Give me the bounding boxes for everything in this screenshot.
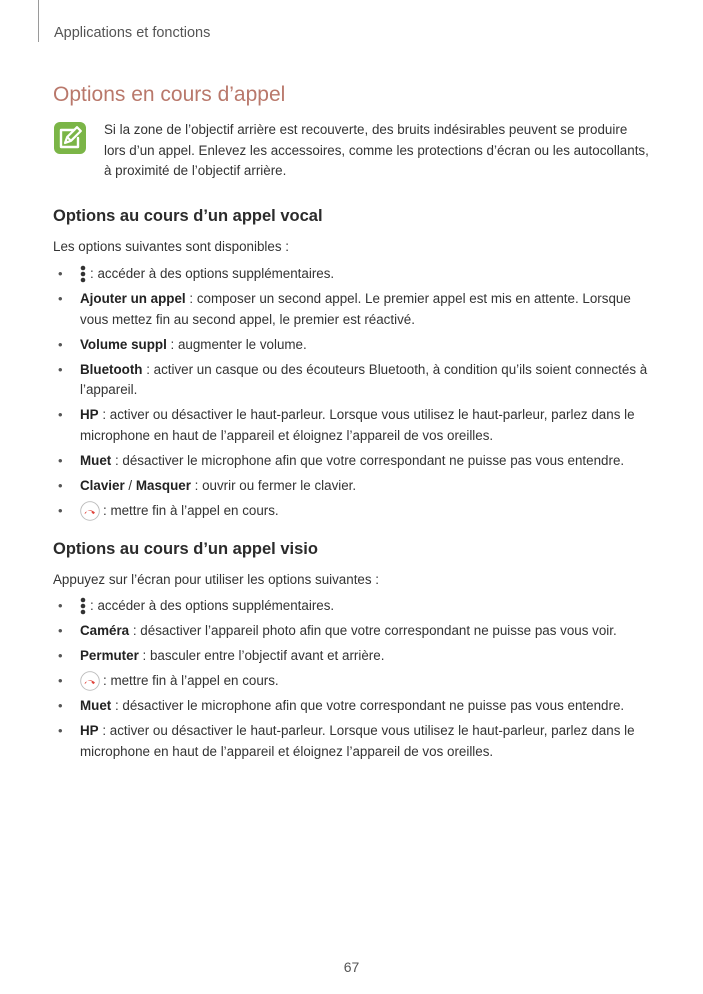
page-title: Options en cours d’appel (53, 83, 286, 106)
note-text: Si la zone de l’objectif arrière est recouverte, des bruits indésirables peuvent se produire lors d’un appel. Enlevez les accessoires, comme les protections d’écran ou les autocollants, à proximité de l’objectif arrière. (104, 122, 649, 178)
video-options-list (53, 596, 653, 767)
list-item (53, 696, 653, 717)
item-text: : ouvrir ou fermer le clavier. (190, 477, 357, 493)
item-text: : désactiver l’appareil photo afin que votre correspondant ne puisse pas vous voir. (129, 623, 617, 638)
bullet: • (58, 452, 63, 468)
item-label: Muet (80, 452, 112, 468)
list-item (53, 621, 653, 642)
bullet: • (58, 266, 63, 281)
list-item (53, 335, 653, 356)
list-item (53, 360, 653, 401)
list-item (53, 476, 653, 497)
bullet: • (58, 723, 63, 738)
voice-options-list (53, 264, 653, 526)
list-item (53, 289, 653, 330)
list-item (53, 405, 653, 446)
item-text: : accéder à des options supplémentaires. (90, 266, 335, 281)
item-label: Permuter (80, 648, 139, 663)
bullet: • (58, 598, 63, 613)
bullet: • (58, 336, 63, 352)
bullet: • (58, 361, 63, 377)
item-label: Muet (80, 698, 112, 713)
bullet: • (58, 407, 63, 422)
item-label: HP (80, 723, 99, 738)
bullet: • (58, 673, 63, 688)
more-options-icon (80, 597, 86, 615)
bullet: • (58, 477, 63, 493)
end-call-icon (80, 671, 100, 691)
item-label: Bluetooth (80, 361, 143, 377)
note-pencil-icon (53, 121, 87, 155)
list-item (53, 501, 653, 522)
list-item (53, 646, 653, 667)
more-options-icon (80, 265, 86, 283)
section-title-video: Options au cours d’un appel visio (53, 540, 318, 558)
list-item (53, 264, 653, 285)
item-text: : accéder à des options supplémentaires. (90, 598, 335, 613)
list-item (53, 451, 653, 472)
header-rule (38, 0, 39, 42)
video-intro: Appuyez sur l’écran pour utiliser les options suivantes : (53, 572, 380, 587)
item-label: Volume suppl (80, 336, 167, 352)
bullet: • (58, 698, 63, 713)
item-text: : désactiver le microphone afin que votre correspondant ne puisse pas vous entendre. (111, 452, 625, 468)
item-text: : mettre fin à l’appel en cours. (103, 673, 279, 688)
item-label: HP (80, 407, 99, 422)
section-title-voice: Options au cours d’un appel vocal (53, 207, 323, 225)
item-text: : basculer entre l’objectif avant et arrière. (138, 648, 385, 663)
item-text: : mettre fin à l’appel en cours. (103, 502, 279, 518)
item-separator: / (124, 477, 136, 493)
list-item (53, 671, 653, 692)
end-call-icon (80, 501, 100, 521)
item-label: Caméra (80, 623, 130, 638)
item-text: : composer un second appel. Le premier appel est mis en attente. Lorsque vous mettez fin au second appel, le premier est réactivé. (80, 291, 631, 327)
bullet: • (58, 623, 63, 638)
item-text: : activer ou désactiver le haut-parleur. Lorsque vous utilisez le haut-parleur, parlez dans le microphone en haut de l’appareil et éloignez l’appareil de vos oreilles. (80, 407, 635, 443)
list-item (53, 596, 653, 617)
bullet: • (58, 291, 63, 306)
bullet: • (58, 648, 63, 663)
item-label: Masquer (135, 477, 191, 493)
item-text: : activer un casque ou des écouteurs Bluetooth, à condition qu’ils soient connectés à l’appareil. (80, 361, 648, 397)
item-label: Clavier (80, 477, 125, 493)
item-text: : augmenter le volume. (166, 336, 307, 352)
running-header: Applications et fonctions (54, 25, 211, 41)
voice-intro: Les options suivantes sont disponibles : (53, 239, 289, 254)
list-item (53, 721, 653, 762)
page-number: 67 (343, 959, 360, 975)
item-text: : désactiver le microphone afin que votre correspondant ne puisse pas vous entendre. (111, 698, 625, 713)
item-text: : activer ou désactiver le haut-parleur. Lorsque vous utilisez le haut-parleur, parlez dans le microphone en haut de l’appareil et éloignez l’appareil de vos oreilles. (80, 723, 635, 759)
bullet: • (58, 502, 63, 518)
item-label: Ajouter un appel (80, 291, 186, 306)
